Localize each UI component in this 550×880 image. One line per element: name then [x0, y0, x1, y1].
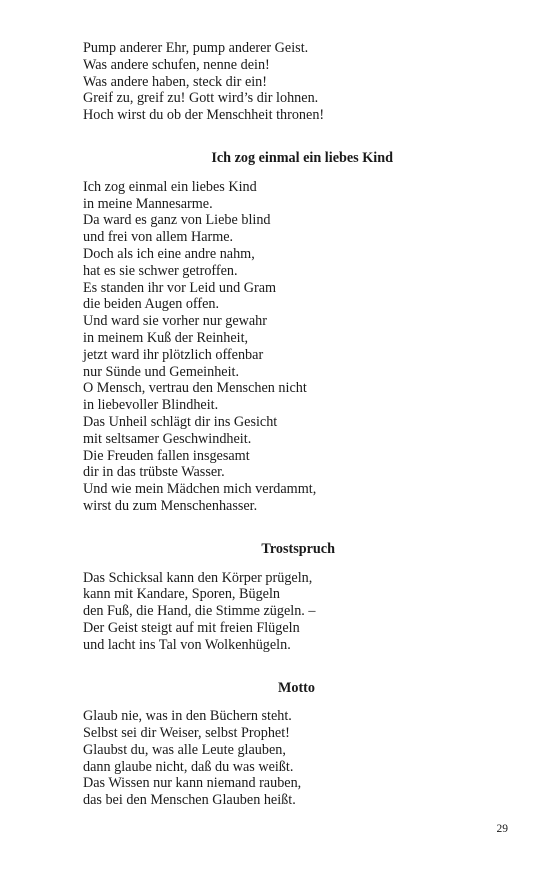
- poem-line: Das Unheil schlägt dir ins Gesicht: [83, 413, 278, 430]
- poem-line: Da ward es ganz von Liebe blind: [83, 212, 271, 229]
- poem-line: in liebevoller Blindheit.: [83, 397, 219, 414]
- poem-line: die beiden Augen offen.: [83, 296, 220, 313]
- poem-line: Das Schicksal kann den Körper prügeln,: [83, 569, 313, 586]
- poem-body: [83, 570, 383, 654]
- poem-line: Ich zog einmal ein liebes Kind: [83, 178, 257, 195]
- poem-line: nur Sünde und Gemeinheit.: [83, 363, 240, 380]
- poem-line: Pump anderer Ehr, pump anderer Geist.: [83, 40, 309, 56]
- poem-line: Doch als ich eine andre nahm,: [83, 245, 255, 262]
- poem-line: und lacht ins Tal von Wolkenhügeln.: [83, 636, 291, 653]
- poem-line: Was andere haben, steck dir ein!: [83, 73, 268, 90]
- poem-line: hat es sie schwer getroffen.: [83, 262, 238, 279]
- poem-line: O Mensch, vertrau den Menschen nicht: [83, 380, 307, 397]
- poem-line: Das Wissen nur kann niemand rauben,: [83, 775, 302, 792]
- poem-line: Und wie mein Mädchen mich verdammt,: [83, 481, 317, 498]
- poem-line: Und ward sie vorher nur gewahr: [83, 313, 267, 330]
- poem-line: den Fuß, die Hand, die Stimme zügeln. –: [83, 603, 316, 620]
- poem-title: Motto: [277, 679, 315, 696]
- poem-line: das bei den Menschen Glauben heißt.: [83, 792, 296, 809]
- poem-line: jetzt ward ihr plötzlich offenbar: [83, 346, 264, 363]
- text-column: [83, 40, 393, 809]
- poem-line: Was andere schufen, nenne dein!: [83, 56, 270, 73]
- poem-line: dir in das trübste Wasser.: [83, 464, 225, 481]
- poem-line: Es standen ihr vor Leid und Gram: [83, 279, 277, 296]
- poem-line: Glaub nie, was in den Büchern steht.: [83, 708, 292, 725]
- poem-line: Glaubst du, was alle Leute glauben,: [83, 741, 286, 758]
- poem-line: Greif zu, greif zu! Gott wird’s dir lohnen.: [83, 90, 319, 107]
- poem-line: Die Freuden fallen insgesamt: [83, 447, 250, 464]
- poem-title: Ich zog einmal ein liebes Kind: [211, 149, 393, 166]
- intro-stanza: [83, 40, 383, 124]
- poem-line: dann glaube nicht, daß du was weißt.: [83, 758, 294, 775]
- poem-body: [83, 179, 383, 515]
- poem-line: Hoch wirst du ob der Menschheit thronen!: [83, 107, 325, 124]
- poem-line: mit seltsamer Geschwindheit.: [83, 430, 252, 447]
- poem-body: [83, 708, 383, 809]
- poem-line: in meinem Kuß der Reinheit,: [83, 329, 249, 346]
- poem-title: Trostspruch: [261, 540, 335, 557]
- poem-line: kann mit Kandare, Sporen, Bügeln: [83, 586, 281, 603]
- poem-line: Der Geist steigt auf mit freien Flügeln: [83, 619, 300, 636]
- page-number: 29: [496, 823, 508, 835]
- poem-line: wirst du zum Menschenhasser.: [83, 497, 258, 514]
- poem-line: und frei von allem Harme.: [83, 229, 234, 246]
- poem-line: in meine Mannesarme.: [83, 195, 213, 212]
- poem-line: Selbst sei dir Weiser, selbst Prophet!: [83, 725, 290, 742]
